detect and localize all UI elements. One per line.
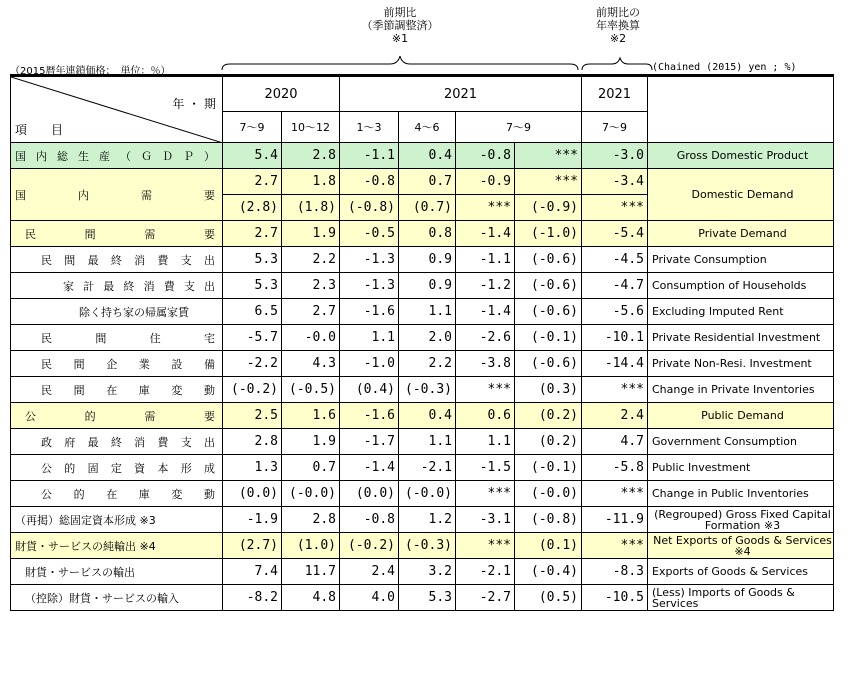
q-7-9-2021: 7～9: [456, 112, 582, 143]
cell-value: -5.7: [223, 325, 282, 351]
table-row: [11, 273, 834, 299]
q-10-12: 10～12: [282, 112, 340, 143]
cell-value: ***: [515, 169, 582, 195]
row-label-en: (Less) Imports of Goods & Services: [648, 585, 834, 611]
row-label-ja: [11, 429, 223, 455]
cell-value: 2.4: [340, 559, 399, 585]
cell-value: -2.1: [456, 559, 515, 585]
cell-value: (-0.3): [399, 533, 456, 559]
cell-value: (-0.1): [515, 325, 582, 351]
cell-value: 5.4: [223, 143, 282, 169]
cell-value: 2.4: [582, 403, 648, 429]
cell-value: (-0.0): [399, 481, 456, 507]
table-row: [11, 429, 834, 455]
row-label-en: Public Demand: [648, 403, 834, 429]
cell-value: (2.7): [223, 533, 282, 559]
cell-value: -3.4: [582, 169, 648, 195]
cell-value: -8.3: [582, 559, 648, 585]
cell-value: -2.2: [223, 351, 282, 377]
cell-value: 1.2: [399, 507, 456, 533]
cell-value: -5.6: [582, 299, 648, 325]
row-label-ja: [11, 403, 223, 429]
cell-value: (2.8): [223, 195, 282, 221]
row-label-en: Consumption of Households: [648, 273, 834, 299]
cell-value: (0.4): [340, 377, 399, 403]
row-label-en: Net Exports of Goods & Services ※4: [648, 533, 834, 559]
cell-value: 0.8: [399, 221, 456, 247]
row-label-en: Excluding Imputed Rent: [648, 299, 834, 325]
row-label-ja: [11, 143, 223, 169]
q-4-6: 4～6: [399, 112, 456, 143]
cell-value: 1.1: [399, 299, 456, 325]
table-row: [11, 169, 834, 195]
cell-value: (1.0): [282, 533, 340, 559]
table-row: [11, 533, 834, 559]
cell-value: (-0.5): [282, 377, 340, 403]
table-row: [11, 351, 834, 377]
row-label-en: Gross Domestic Product: [648, 143, 834, 169]
cell-value: -1.9: [223, 507, 282, 533]
cell-value: 5.3: [399, 585, 456, 611]
row-label-en: Private Non-Resi. Investment: [648, 351, 834, 377]
cell-value: 0.7: [399, 169, 456, 195]
cell-value: -1.0: [340, 351, 399, 377]
cell-value: 2.8: [223, 429, 282, 455]
cell-value: 2.8: [282, 507, 340, 533]
row-label-ja-text: 国 内 総 生 産 （ Ｇ Ｄ Ｐ ）: [15, 149, 215, 163]
cell-value: -1.3: [340, 273, 399, 299]
table-row: [11, 585, 834, 611]
table-row: [11, 559, 834, 585]
q-7-9: 7～9: [223, 112, 282, 143]
qoq-note: [350, 6, 450, 45]
cell-value: -8.2: [223, 585, 282, 611]
cell-value: 1.6: [282, 403, 340, 429]
row-label-en: Domestic Demand: [648, 169, 834, 221]
cell-value: -1.7: [340, 429, 399, 455]
table-row: [11, 377, 834, 403]
cell-value: ***: [582, 195, 648, 221]
cell-value: 1.3: [223, 455, 282, 481]
bracket-lines: [220, 52, 660, 72]
row-label-en: Exports of Goods & Services: [648, 559, 834, 585]
row-label-ja: [11, 169, 223, 221]
row-label-en: (Regrouped) Gross Fixed Capital Formation ※3: [648, 507, 834, 533]
row-label-ja-text: 政 府 最 終 消 費 支 出: [41, 435, 215, 449]
cell-value: -5.4: [582, 221, 648, 247]
row-label-ja-text: 民 間 需 要: [25, 227, 215, 241]
row-label-ja: [11, 559, 223, 585]
cell-value: (1.8): [282, 195, 340, 221]
row-label-ja: [11, 533, 223, 559]
row-label-ja: [11, 455, 223, 481]
qoq-ref: ※1: [391, 32, 409, 45]
cell-value: (0.2): [515, 429, 582, 455]
q-7-9-annual: 7～9: [582, 112, 648, 143]
header-blank: [648, 76, 834, 143]
cell-value: -1.6: [340, 403, 399, 429]
cell-value: (0.3): [515, 377, 582, 403]
cell-value: 0.4: [399, 143, 456, 169]
cell-value: ***: [456, 377, 515, 403]
cell-value: -1.1: [340, 143, 399, 169]
row-label-ja-text: 民 間 住 宅: [41, 331, 215, 345]
ann-title-2: 年率換算: [596, 19, 640, 32]
row-label-ja: [11, 507, 223, 533]
cell-value: (-0.6): [515, 299, 582, 325]
cell-value: (-0.8): [340, 195, 399, 221]
cell-value: -1.4: [456, 221, 515, 247]
cell-value: 3.2: [399, 559, 456, 585]
row-label-ja-text: （再掲）総固定資本形成 ※3: [15, 513, 156, 527]
row-label-ja: [11, 299, 223, 325]
row-label-ja: [11, 377, 223, 403]
cell-value: (-0.0): [515, 481, 582, 507]
year-period-label: 年 ・ 期: [172, 97, 216, 111]
qoq-sub: （季節調整済）: [361, 19, 439, 32]
cell-value: 1.9: [282, 429, 340, 455]
gdp-table: [10, 74, 834, 611]
row-label-en: Public Investment: [648, 455, 834, 481]
row-label-en: Private Residential Investment: [648, 325, 834, 351]
cell-value: 2.7: [223, 169, 282, 195]
row-label-ja-text: 公 的 固 定 資 本 形 成: [41, 461, 215, 475]
cell-value: 6.5: [223, 299, 282, 325]
cell-value: -4.7: [582, 273, 648, 299]
cell-value: (-0.2): [223, 377, 282, 403]
cell-value: 2.3: [282, 273, 340, 299]
cell-value: 11.7: [282, 559, 340, 585]
cell-value: -1.6: [340, 299, 399, 325]
cell-value: (-0.4): [515, 559, 582, 585]
cell-value: ***: [582, 481, 648, 507]
row-label-ja-text: 民 間 最 終 消 費 支 出: [41, 253, 215, 267]
table-row: [11, 481, 834, 507]
cell-value: 0.7: [282, 455, 340, 481]
cell-value: 0.9: [399, 247, 456, 273]
row-label-en: Private Consumption: [648, 247, 834, 273]
cell-value: -10.1: [582, 325, 648, 351]
cell-value: 1.8: [282, 169, 340, 195]
cell-value: -2.7: [456, 585, 515, 611]
cell-value: 0.9: [399, 273, 456, 299]
cell-value: ***: [456, 481, 515, 507]
row-label-ja-text: 除く持ち家の帰属家賃: [79, 305, 189, 319]
cell-value: -1.1: [456, 247, 515, 273]
row-label-en: Private Demand: [648, 221, 834, 247]
cell-value: 1.1: [456, 429, 515, 455]
row-label-ja-text: 民 間 企 業 設 備: [41, 357, 215, 371]
cell-value: 2.0: [399, 325, 456, 351]
year-2021-annual: 2021: [582, 76, 648, 112]
cell-value: -0.8: [456, 143, 515, 169]
cell-value: 1.9: [282, 221, 340, 247]
cell-value: 2.8: [282, 143, 340, 169]
cell-value: ***: [456, 533, 515, 559]
row-label-ja-text: 国 内 需 要: [15, 188, 215, 202]
table-row: [11, 325, 834, 351]
cell-value: (-0.6): [515, 351, 582, 377]
cell-value: (-0.3): [399, 377, 456, 403]
row-label-ja-text: 民 間 在 庫 変 動: [41, 383, 215, 397]
cell-value: -14.4: [582, 351, 648, 377]
cell-value: 2.7: [282, 299, 340, 325]
unit-left: （2015暦年連鎖価格； 単位：％）: [10, 66, 171, 77]
row-label-ja: [11, 247, 223, 273]
cell-value: -10.5: [582, 585, 648, 611]
cell-value: (-0.6): [515, 247, 582, 273]
table-row: [11, 299, 834, 325]
ann-ref: ※2: [609, 32, 627, 45]
cell-value: -0.0: [282, 325, 340, 351]
cell-value: 4.7: [582, 429, 648, 455]
table-row: [11, 507, 834, 533]
cell-value: (-0.9): [515, 195, 582, 221]
cell-value: 7.4: [223, 559, 282, 585]
cell-value: -3.8: [456, 351, 515, 377]
cell-value: -1.2: [456, 273, 515, 299]
ann-title-1: 前期比の: [596, 6, 640, 19]
cell-value: -2.1: [399, 455, 456, 481]
cell-value: -1.4: [456, 299, 515, 325]
table-row: [11, 221, 834, 247]
row-label-ja: [11, 273, 223, 299]
cell-value: -1.4: [340, 455, 399, 481]
cell-value: -1.5: [456, 455, 515, 481]
cell-value: (0.5): [515, 585, 582, 611]
cell-value: 5.3: [223, 273, 282, 299]
table-row: [11, 455, 834, 481]
cell-value: ***: [582, 377, 648, 403]
q-1-3: 1～3: [340, 112, 399, 143]
cell-value: (-0.1): [515, 455, 582, 481]
annual-note: [578, 6, 658, 45]
cell-value: 4.3: [282, 351, 340, 377]
cell-value: 2.7: [223, 221, 282, 247]
row-label-ja-text: 公 的 需 要: [25, 409, 215, 423]
table-row: [11, 143, 834, 169]
cell-value: ***: [515, 143, 582, 169]
row-label-ja-text: 財貨・サービスの純輸出 ※4: [15, 539, 156, 553]
row-label-ja-text: 家 計 最 終 消 費 支 出: [63, 279, 215, 293]
cell-value: (-0.2): [340, 533, 399, 559]
cell-value: -0.8: [340, 169, 399, 195]
header-corner: [11, 76, 223, 143]
row-label-ja-text: （控除）財貨・サービスの輸入: [25, 591, 179, 605]
cell-value: -11.9: [582, 507, 648, 533]
row-label-en: Change in Private Inventories: [648, 377, 834, 403]
year-2020: 2020: [223, 76, 340, 112]
cell-value: (0.1): [515, 533, 582, 559]
cell-value: -5.8: [582, 455, 648, 481]
cell-value: (0.0): [340, 481, 399, 507]
cell-value: -2.6: [456, 325, 515, 351]
cell-value: (-1.0): [515, 221, 582, 247]
row-label-ja: [11, 351, 223, 377]
year-2021: 2021: [340, 76, 582, 112]
row-label-en: Government Consumption: [648, 429, 834, 455]
cell-value: (0.7): [399, 195, 456, 221]
cell-value: -3.1: [456, 507, 515, 533]
row-label-ja: [11, 325, 223, 351]
qoq-title: 前期比: [383, 6, 417, 19]
cell-value: -1.3: [340, 247, 399, 273]
row-label-en: Change in Public Inventories: [648, 481, 834, 507]
cell-value: 0.6: [456, 403, 515, 429]
cell-value: (-0.6): [515, 273, 582, 299]
row-label-ja-text: 公 的 在 庫 変 動: [41, 487, 215, 501]
table-row: [11, 403, 834, 429]
item-label: 項 目: [15, 123, 64, 137]
cell-value: (-0.0): [282, 481, 340, 507]
cell-value: ***: [456, 195, 515, 221]
cell-value: 1.1: [399, 429, 456, 455]
cell-value: -3.0: [582, 143, 648, 169]
cell-value: ***: [582, 533, 648, 559]
cell-value: 4.8: [282, 585, 340, 611]
cell-value: -4.5: [582, 247, 648, 273]
row-label-ja: [11, 221, 223, 247]
cell-value: -0.9: [456, 169, 515, 195]
cell-value: 5.3: [223, 247, 282, 273]
cell-value: -0.5: [340, 221, 399, 247]
cell-value: (0.2): [515, 403, 582, 429]
cell-value: 1.1: [340, 325, 399, 351]
cell-value: 2.5: [223, 403, 282, 429]
cell-value: -0.8: [340, 507, 399, 533]
cell-value: (0.0): [223, 481, 282, 507]
row-label-ja-text: 財貨・サービスの輸出: [25, 565, 135, 579]
table-row: [11, 247, 834, 273]
cell-value: 2.2: [399, 351, 456, 377]
cell-value: 4.0: [340, 585, 399, 611]
cell-value: 0.4: [399, 403, 456, 429]
unit-right: (Chained (2015) yen ; %): [652, 62, 797, 73]
cell-value: (-0.8): [515, 507, 582, 533]
row-label-ja: [11, 481, 223, 507]
cell-value: 2.2: [282, 247, 340, 273]
row-label-ja: [11, 585, 223, 611]
